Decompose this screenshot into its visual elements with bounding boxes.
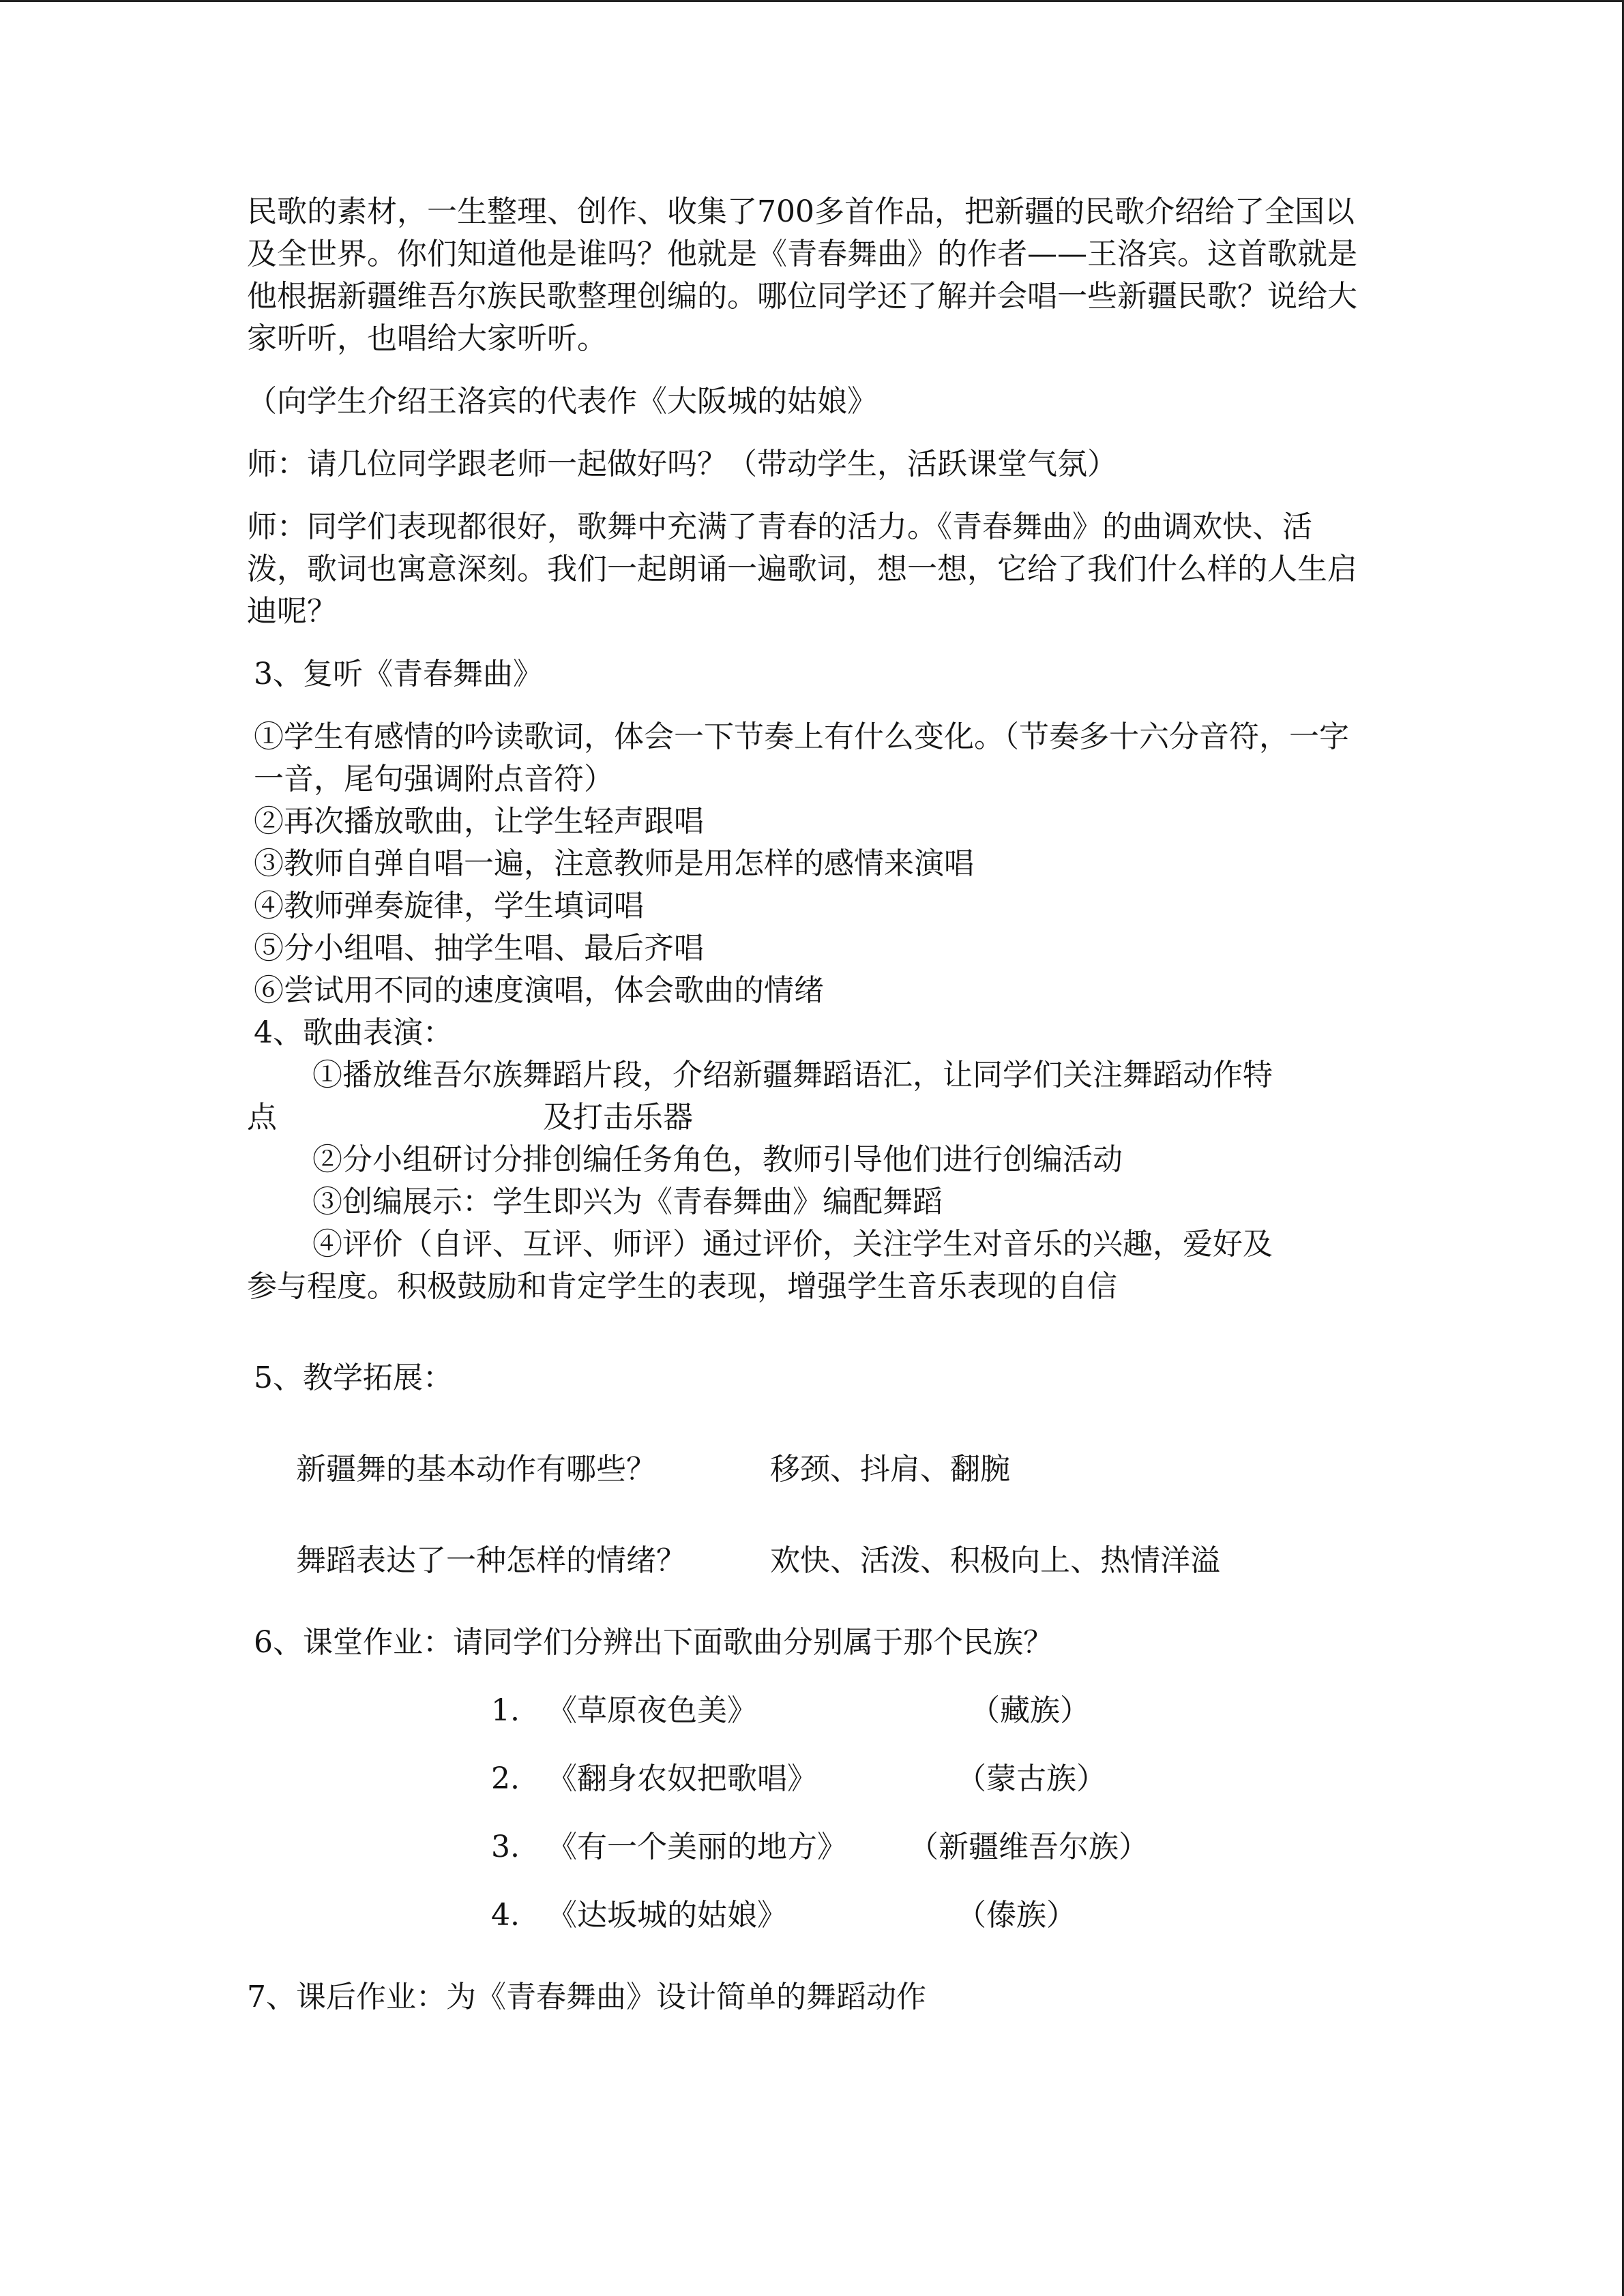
homework-row — [247, 1826, 1369, 1868]
list-item: ④教师弹奏旋律，学生填词唱 — [254, 889, 644, 923]
section-3-list — [247, 716, 1369, 1012]
homework-song: 《有一个美丽的地方》 — [547, 1830, 847, 1864]
homework-number: 3. — [491, 1830, 520, 1864]
qa-row — [247, 1540, 1369, 1582]
homework-song: 《达坂城的姑娘》 — [547, 1898, 787, 1933]
homework-number: 4. — [491, 1898, 520, 1933]
homework-row — [247, 1690, 1369, 1732]
section-4-item-3: ③创编展示：学生即兴为《青春舞曲》编配舞蹈 — [312, 1184, 943, 1219]
homework-answer: （新疆维吾尔族） — [909, 1830, 1149, 1864]
homework-answer: （蒙古族） — [956, 1761, 1106, 1796]
qa-question: 新疆舞的基本动作有哪些？ — [296, 1452, 656, 1487]
qa-question: 舞蹈表达了一种怎样的情绪？ — [296, 1543, 686, 1578]
section-7-heading: 7、课后作业：为《青春舞曲》设计简单的舞蹈动作 — [247, 1980, 926, 2014]
list-item: ⑥尝试用不同的速度演唱，体会歌曲的情绪 — [254, 973, 824, 1008]
list-item: ①学生有感情的吟读歌词，体会一下节奏上有什么变化。（节奏多十六分音符，一字一音，尾句强调附点音符） — [254, 719, 1349, 796]
homework-song: 《翻身农奴把歌唱》 — [547, 1761, 817, 1796]
section-4-heading: 4、歌曲表演： — [254, 1015, 453, 1050]
section-4-item-1-line-2 — [247, 1097, 1369, 1139]
homework-song: 《草原夜色美》 — [547, 1693, 757, 1728]
section-4-item-4-line-1: ④评价（自评、互评、师评）通过评价，关注学生对音乐的兴趣，爱好及 — [312, 1227, 1273, 1262]
section-3-heading: 3、复听《青春舞曲》 — [254, 657, 543, 691]
list-item: ②再次播放歌曲，让学生轻声跟唱 — [254, 804, 704, 839]
qa-row — [247, 1448, 1369, 1491]
section-4-item-1-line-2b: 及打击乐器 — [543, 1100, 693, 1135]
homework-number: 1. — [491, 1693, 520, 1728]
section-5-heading: 5、教学拓展： — [254, 1360, 453, 1395]
section-6-heading: 6、课堂作业：请同学们分辨出下面歌曲分别属于那个民族？ — [254, 1625, 1053, 1660]
homework-row — [247, 1894, 1369, 1937]
list-item: ③教师自弹自唱一遍，注意教师是用怎样的感情来演唱 — [254, 846, 974, 881]
teacher-note-paragraph: （向学生介绍王洛宾的代表作《大阪城的姑娘》 — [247, 384, 877, 419]
section-4-item-4-line-2: 参与程度。积极鼓励和肯定学生的表现，增强学生音乐表现的自信 — [247, 1269, 1117, 1304]
teacher-line-2: 师：同学们表现都很好，歌舞中充满了青春的活力。《青春舞曲》的曲调欢快、活泼，歌词也寓意深刻。我们一起朗诵一遍歌词，想一想，它给了我们什么样的人生启迪呢？ — [247, 509, 1357, 629]
qa-answer: 移颈、抖肩、翻腕 — [770, 1452, 1010, 1487]
homework-row — [247, 1758, 1369, 1800]
document-body — [247, 191, 1369, 2018]
homework-answer: （傣族） — [956, 1898, 1076, 1933]
section-4-item-2: ②分小组研讨分排创编任务角色，教师引导他们进行创编活动 — [312, 1142, 1123, 1177]
homework-number: 2. — [491, 1761, 520, 1796]
section-4-item-1-line-1: ①播放维吾尔族舞蹈片段，介绍新疆舞蹈语汇，让同学们关注舞蹈动作特 — [312, 1058, 1273, 1092]
intro-paragraph: 民歌的素材，一生整理、创作、收集了700多首作品，把新疆的民歌介绍给了全国以及全世界。你们知道他是谁吗？他就是《青春舞曲》的作者——王洛宾。这首歌就是他根据新疆维吾尔族民歌整理创编的。哪位同学还了解并会唱一些新疆民歌？说给大家听听，也唱给大家听听。 — [247, 194, 1357, 356]
section-4-item-1-line-2a: 点 — [247, 1100, 277, 1135]
teacher-line-1: 师：请几位同学跟老师一起做好吗？（带动学生，活跃课堂气氛） — [247, 447, 1117, 481]
homework-answer: （藏族） — [970, 1693, 1090, 1728]
qa-answer: 欢快、活泼、积极向上、热情洋溢 — [770, 1543, 1220, 1578]
list-item: ⑤分小组唱、抽学生唱、最后齐唱 — [254, 931, 704, 966]
